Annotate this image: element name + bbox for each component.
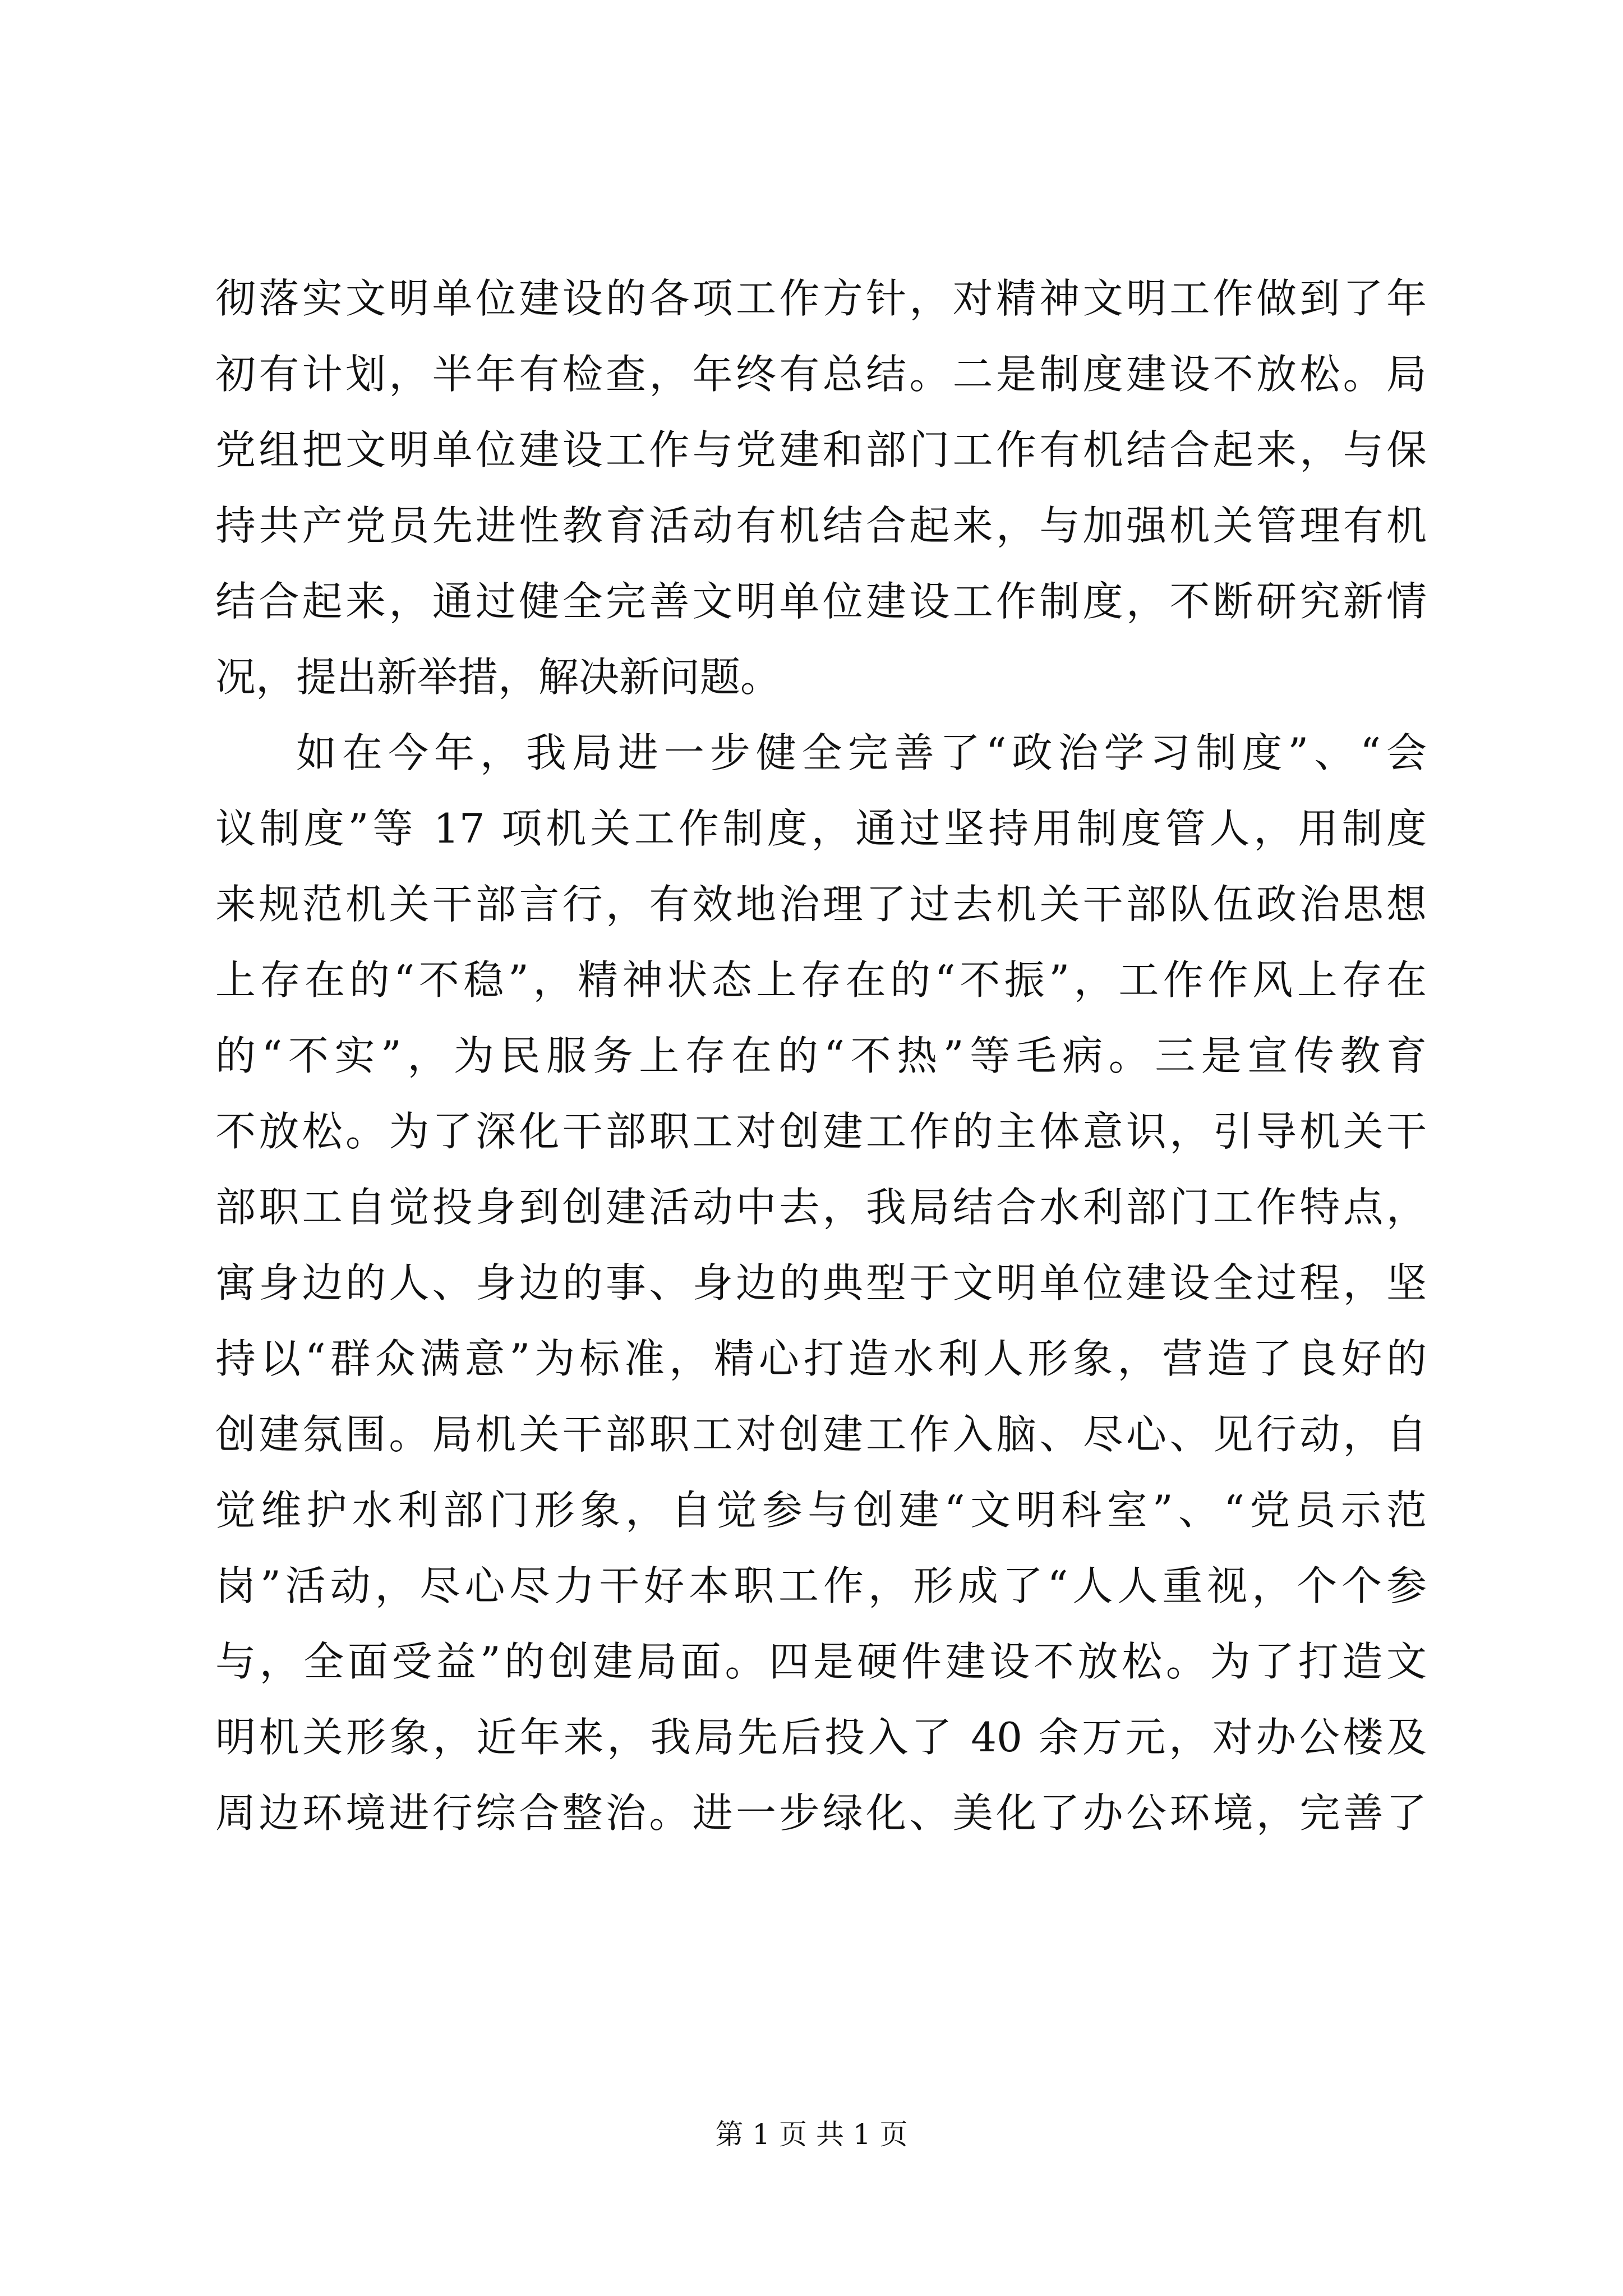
document-body <box>215 261 1427 1851</box>
text-line: 与，全面受益”的创建局面。四是硬件建设不放松。为了打造文 <box>215 1638 1427 1685</box>
text-line: 持以“群众满意”为标准，精心打造水利人形象，营造了良好的 <box>215 1335 1427 1382</box>
text-line: 党组把文明单位建设工作与党建和部门工作有机结合起来，与保 <box>215 426 1427 473</box>
text-line: 初有计划，半年有检查，年终有总结。二是制度建设不放松。局 <box>215 351 1427 398</box>
page-footer <box>0 2118 1623 2151</box>
page-number-label: 第 1 页 共 1 页 <box>715 2118 908 2151</box>
text-line: 部职工自觉投身到创建活动中去，我局结合水利部门工作特点， <box>215 1184 1427 1231</box>
text-line: 周边环境进行综合整治。进一步绿化、美化了办公环境，完善了 <box>215 1789 1427 1837</box>
text-line: 彻落实文明单位建设的各项工作方针，对精神文明工作做到了年 <box>215 275 1427 322</box>
text-line: 创建氛围。局机关干部职工对创建工作入脑、尽心、见行动，自 <box>215 1411 1427 1458</box>
text-line: 议制度”等 17 项机关工作制度，通过坚持用制度管人，用制度 <box>215 805 1427 852</box>
paragraph-1 <box>215 261 1427 715</box>
text-line: 不放松。为了深化干部职工对创建工作的主体意识，引导机关干 <box>215 1108 1427 1155</box>
text-line: 持共产党员先进性教育活动有机结合起来，与加强机关管理有机 <box>215 502 1427 549</box>
paragraph-2 <box>215 715 1427 1851</box>
text-line: 况，提出新举措，解决新问题。 <box>215 654 781 701</box>
text-line: 寓身边的人、身边的事、身边的典型于文明单位建设全过程，坚 <box>215 1259 1427 1306</box>
text-line: 来规范机关干部言行，有效地治理了过去机关干部队伍政治思想 <box>215 881 1427 928</box>
text-line: 明机关形象，近年来，我局先后投入了 40 余万元，对办公楼及 <box>215 1714 1427 1761</box>
text-line: 结合起来，通过健全完善文明单位建设工作制度，不断研究新情 <box>215 578 1427 625</box>
text-line: 上存在的“不稳”，精神状态上存在的“不振”，工作作风上存在 <box>215 956 1427 1004</box>
text-line: 岗”活动，尽心尽力干好本职工作，形成了“人人重视，个个参 <box>215 1562 1427 1609</box>
text-line: 的“不实”，为民服务上存在的“不热”等毛病。三是宣传教育 <box>215 1032 1427 1079</box>
text-line: 如在今年，我局进一步健全完善了“政治学习制度”、“会 <box>296 729 1427 776</box>
text-line: 觉维护水利部门形象，自觉参与创建“文明科室”、“党员示范 <box>215 1487 1427 1534</box>
